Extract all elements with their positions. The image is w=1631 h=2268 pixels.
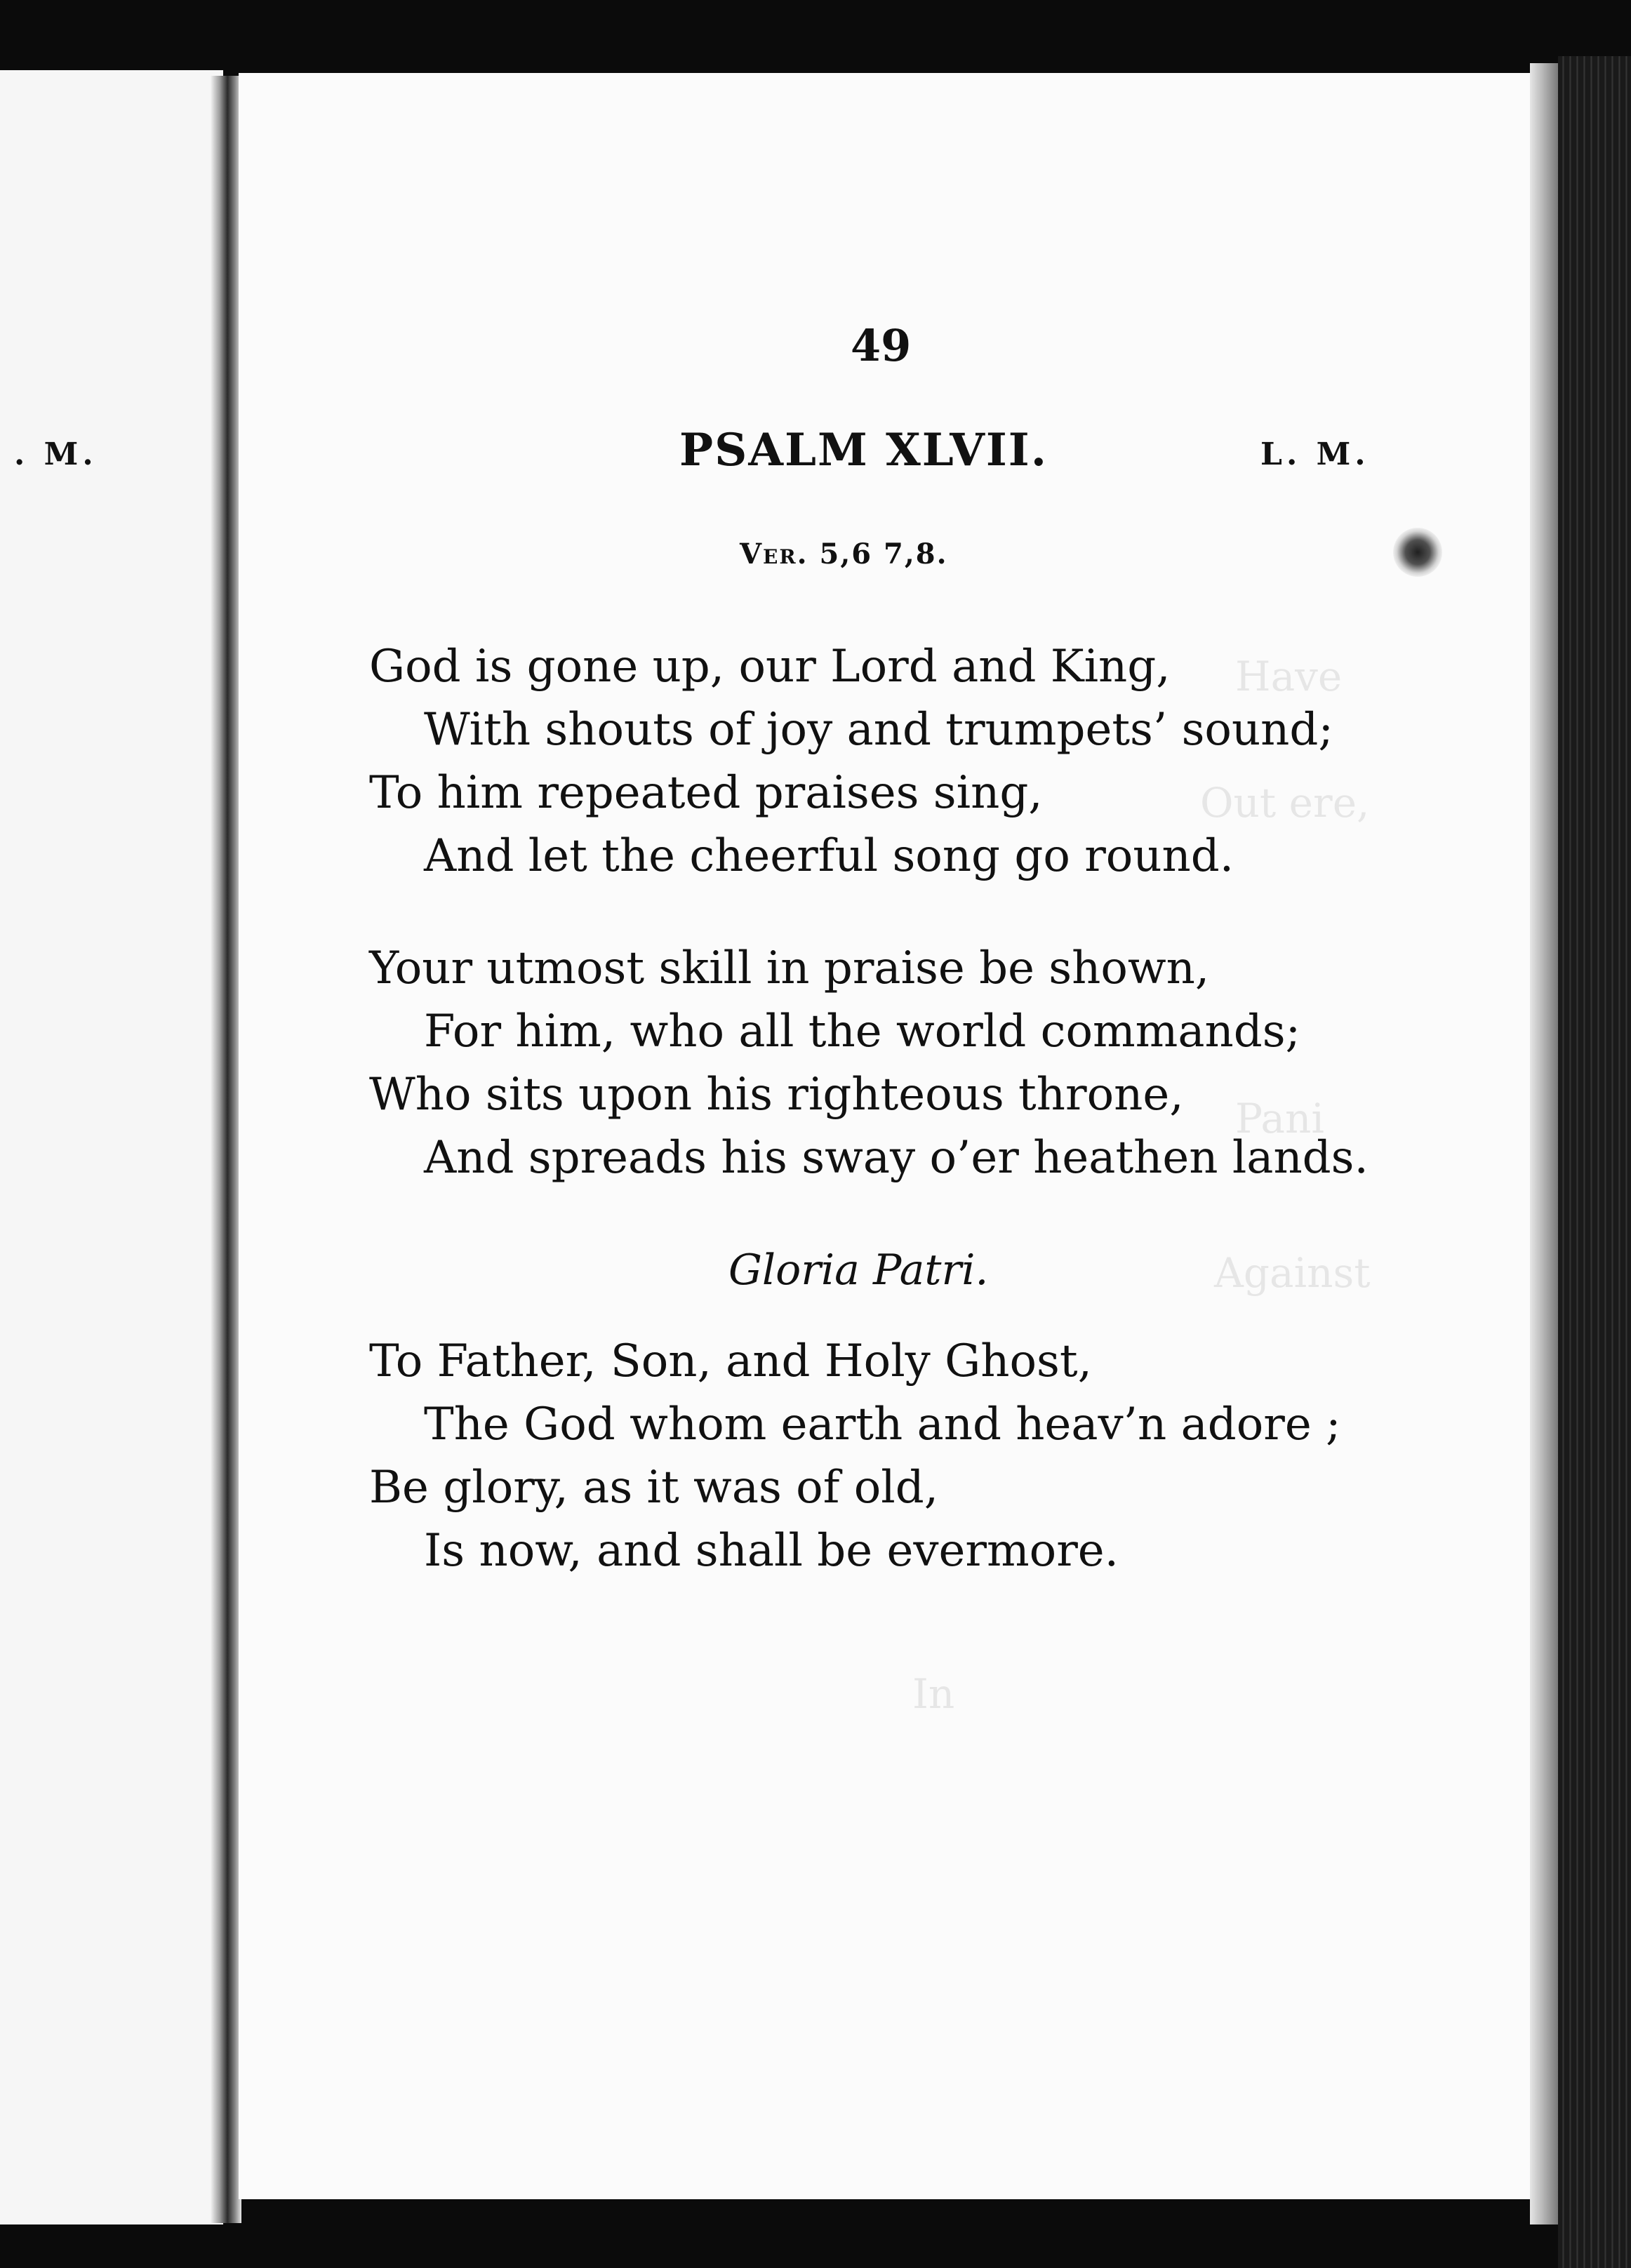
- verse-line: The God whom earth and heav’n adore ;: [424, 1399, 1341, 1450]
- verse-line: Be glory, as it was of old,: [369, 1462, 939, 1514]
- show-through-text: Out ere,: [1200, 779, 1370, 827]
- show-through-text: In: [912, 1670, 955, 1718]
- left-page: [0, 70, 223, 2224]
- show-through-text: Have: [1235, 653, 1343, 700]
- verse-line: And spreads his sway o’er heathen lands.: [424, 1132, 1369, 1184]
- show-through-text: Against: [1214, 1249, 1371, 1297]
- verse-line: Your utmost skill in praise be shown,: [369, 942, 1210, 994]
- verse-reference: Ver. 5,6 7,8.: [740, 538, 948, 571]
- show-through-text: Pani: [1235, 1095, 1324, 1142]
- book-edge: [1558, 56, 1631, 2268]
- verse-line: To Father, Son, and Holy Ghost,: [369, 1335, 1092, 1387]
- ink-spot: [1393, 528, 1442, 577]
- doxology-stanza: [369, 1330, 1341, 1582]
- verse-line: And let the cheerful song go round.: [424, 830, 1234, 882]
- verse-line: Is now, and shall be evermore.: [424, 1525, 1119, 1577]
- page-number: 49: [851, 320, 912, 371]
- verse-line: With shouts of joy and trumpets’ sound;: [424, 704, 1333, 756]
- verse-line: For him, who all the world commands;: [424, 1006, 1301, 1058]
- verse-line: Who sits upon his righteous throne,: [369, 1069, 1184, 1121]
- psalm-title: PSALM XLVII.: [679, 424, 1048, 476]
- stanza-2: [369, 937, 1369, 1189]
- book-gutter: [211, 76, 241, 2223]
- meter-label-right: L. M.: [1260, 436, 1370, 472]
- verse-line: To him repeated praises sing,: [369, 767, 1043, 819]
- verse-line: God is gone up, our Lord and King,: [369, 641, 1171, 693]
- doxology-title: Gloria Patri.: [728, 1246, 989, 1295]
- meter-label-left: . M.: [14, 436, 98, 472]
- page-edge-shadow: [1530, 63, 1558, 2224]
- stanza-1: [369, 635, 1333, 888]
